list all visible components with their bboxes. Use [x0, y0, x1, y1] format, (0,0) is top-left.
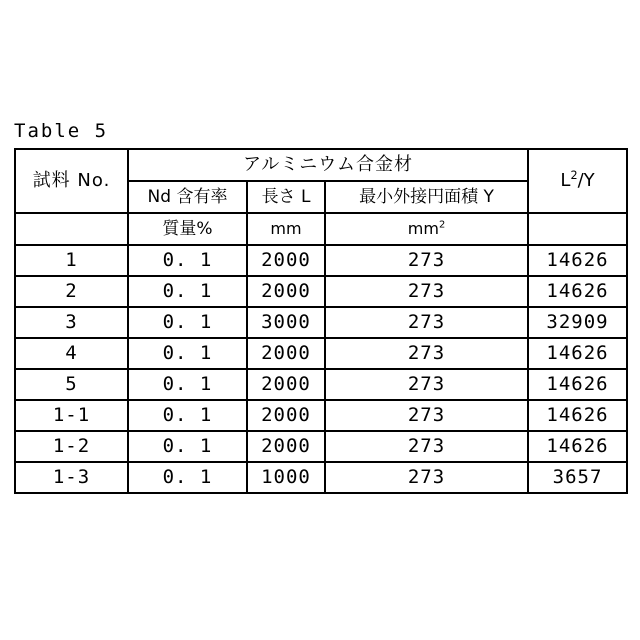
cell-area: 273	[325, 431, 528, 462]
header-l2-over-y	[528, 149, 627, 213]
table-row	[15, 338, 627, 369]
cell-sample: 2	[15, 276, 128, 307]
cell-ly: 14626	[528, 400, 627, 431]
data-table	[14, 148, 628, 494]
cell-area: 273	[325, 276, 528, 307]
header-units-spacer-ly	[528, 213, 627, 245]
header-units-spacer	[15, 213, 128, 245]
table-row	[15, 369, 627, 400]
cell-sample: 1-3	[15, 462, 128, 493]
cell-area: 273	[325, 245, 528, 276]
cell-sample: 1	[15, 245, 128, 276]
table-row	[15, 307, 627, 338]
cell-nd: 0. 1	[128, 307, 247, 338]
table-row	[15, 245, 627, 276]
cell-area: 273	[325, 307, 528, 338]
header-area-unit-base: mm	[407, 219, 439, 238]
table-row	[15, 462, 627, 493]
header-min-circle-area: 最小外接円面積 Y	[325, 181, 528, 213]
cell-nd: 0. 1	[128, 245, 247, 276]
cell-sample: 1-2	[15, 431, 128, 462]
table-row	[15, 276, 627, 307]
header-alloy-group: アルミニウム合金材	[128, 149, 528, 181]
cell-length: 2000	[247, 276, 325, 307]
table-header-row-units	[15, 213, 627, 245]
cell-area: 273	[325, 369, 528, 400]
cell-ly: 3657	[528, 462, 627, 493]
cell-area: 273	[325, 462, 528, 493]
table-row	[15, 431, 627, 462]
cell-ly: 14626	[528, 276, 627, 307]
cell-area: 273	[325, 400, 528, 431]
cell-length: 2000	[247, 338, 325, 369]
cell-length: 2000	[247, 245, 325, 276]
header-length-unit: mm	[247, 213, 325, 245]
table-container	[14, 148, 626, 494]
table-header-row-group	[15, 149, 627, 181]
cell-sample: 1-1	[15, 400, 128, 431]
table-caption: Table 5	[14, 120, 109, 142]
header-area-unit-exponent: 2	[438, 219, 446, 231]
cell-length: 3000	[247, 307, 325, 338]
header-length: 長さ L	[247, 181, 325, 213]
cell-ly: 14626	[528, 369, 627, 400]
cell-sample: 5	[15, 369, 128, 400]
cell-ly: 14626	[528, 338, 627, 369]
cell-area: 273	[325, 338, 528, 369]
cell-sample: 4	[15, 338, 128, 369]
cell-nd: 0. 1	[128, 369, 247, 400]
cell-sample: 3	[15, 307, 128, 338]
cell-nd: 0. 1	[128, 338, 247, 369]
cell-ly: 32909	[528, 307, 627, 338]
header-l2-exponent: 2	[570, 169, 578, 182]
cell-nd: 0. 1	[128, 431, 247, 462]
cell-nd: 0. 1	[128, 400, 247, 431]
cell-length: 2000	[247, 369, 325, 400]
header-l2-rest: /Y	[577, 170, 595, 191]
cell-nd: 0. 1	[128, 462, 247, 493]
cell-nd: 0. 1	[128, 276, 247, 307]
cell-length: 2000	[247, 431, 325, 462]
header-nd-content: Nd 含有率	[128, 181, 247, 213]
header-nd-unit: 質量%	[128, 213, 247, 245]
cell-length: 2000	[247, 400, 325, 431]
header-l2-base: L	[560, 170, 571, 191]
header-area-unit	[325, 213, 528, 245]
cell-length: 1000	[247, 462, 325, 493]
header-sample-no: 試料 No.	[15, 149, 128, 213]
cell-ly: 14626	[528, 431, 627, 462]
table-row	[15, 400, 627, 431]
cell-ly: 14626	[528, 245, 627, 276]
